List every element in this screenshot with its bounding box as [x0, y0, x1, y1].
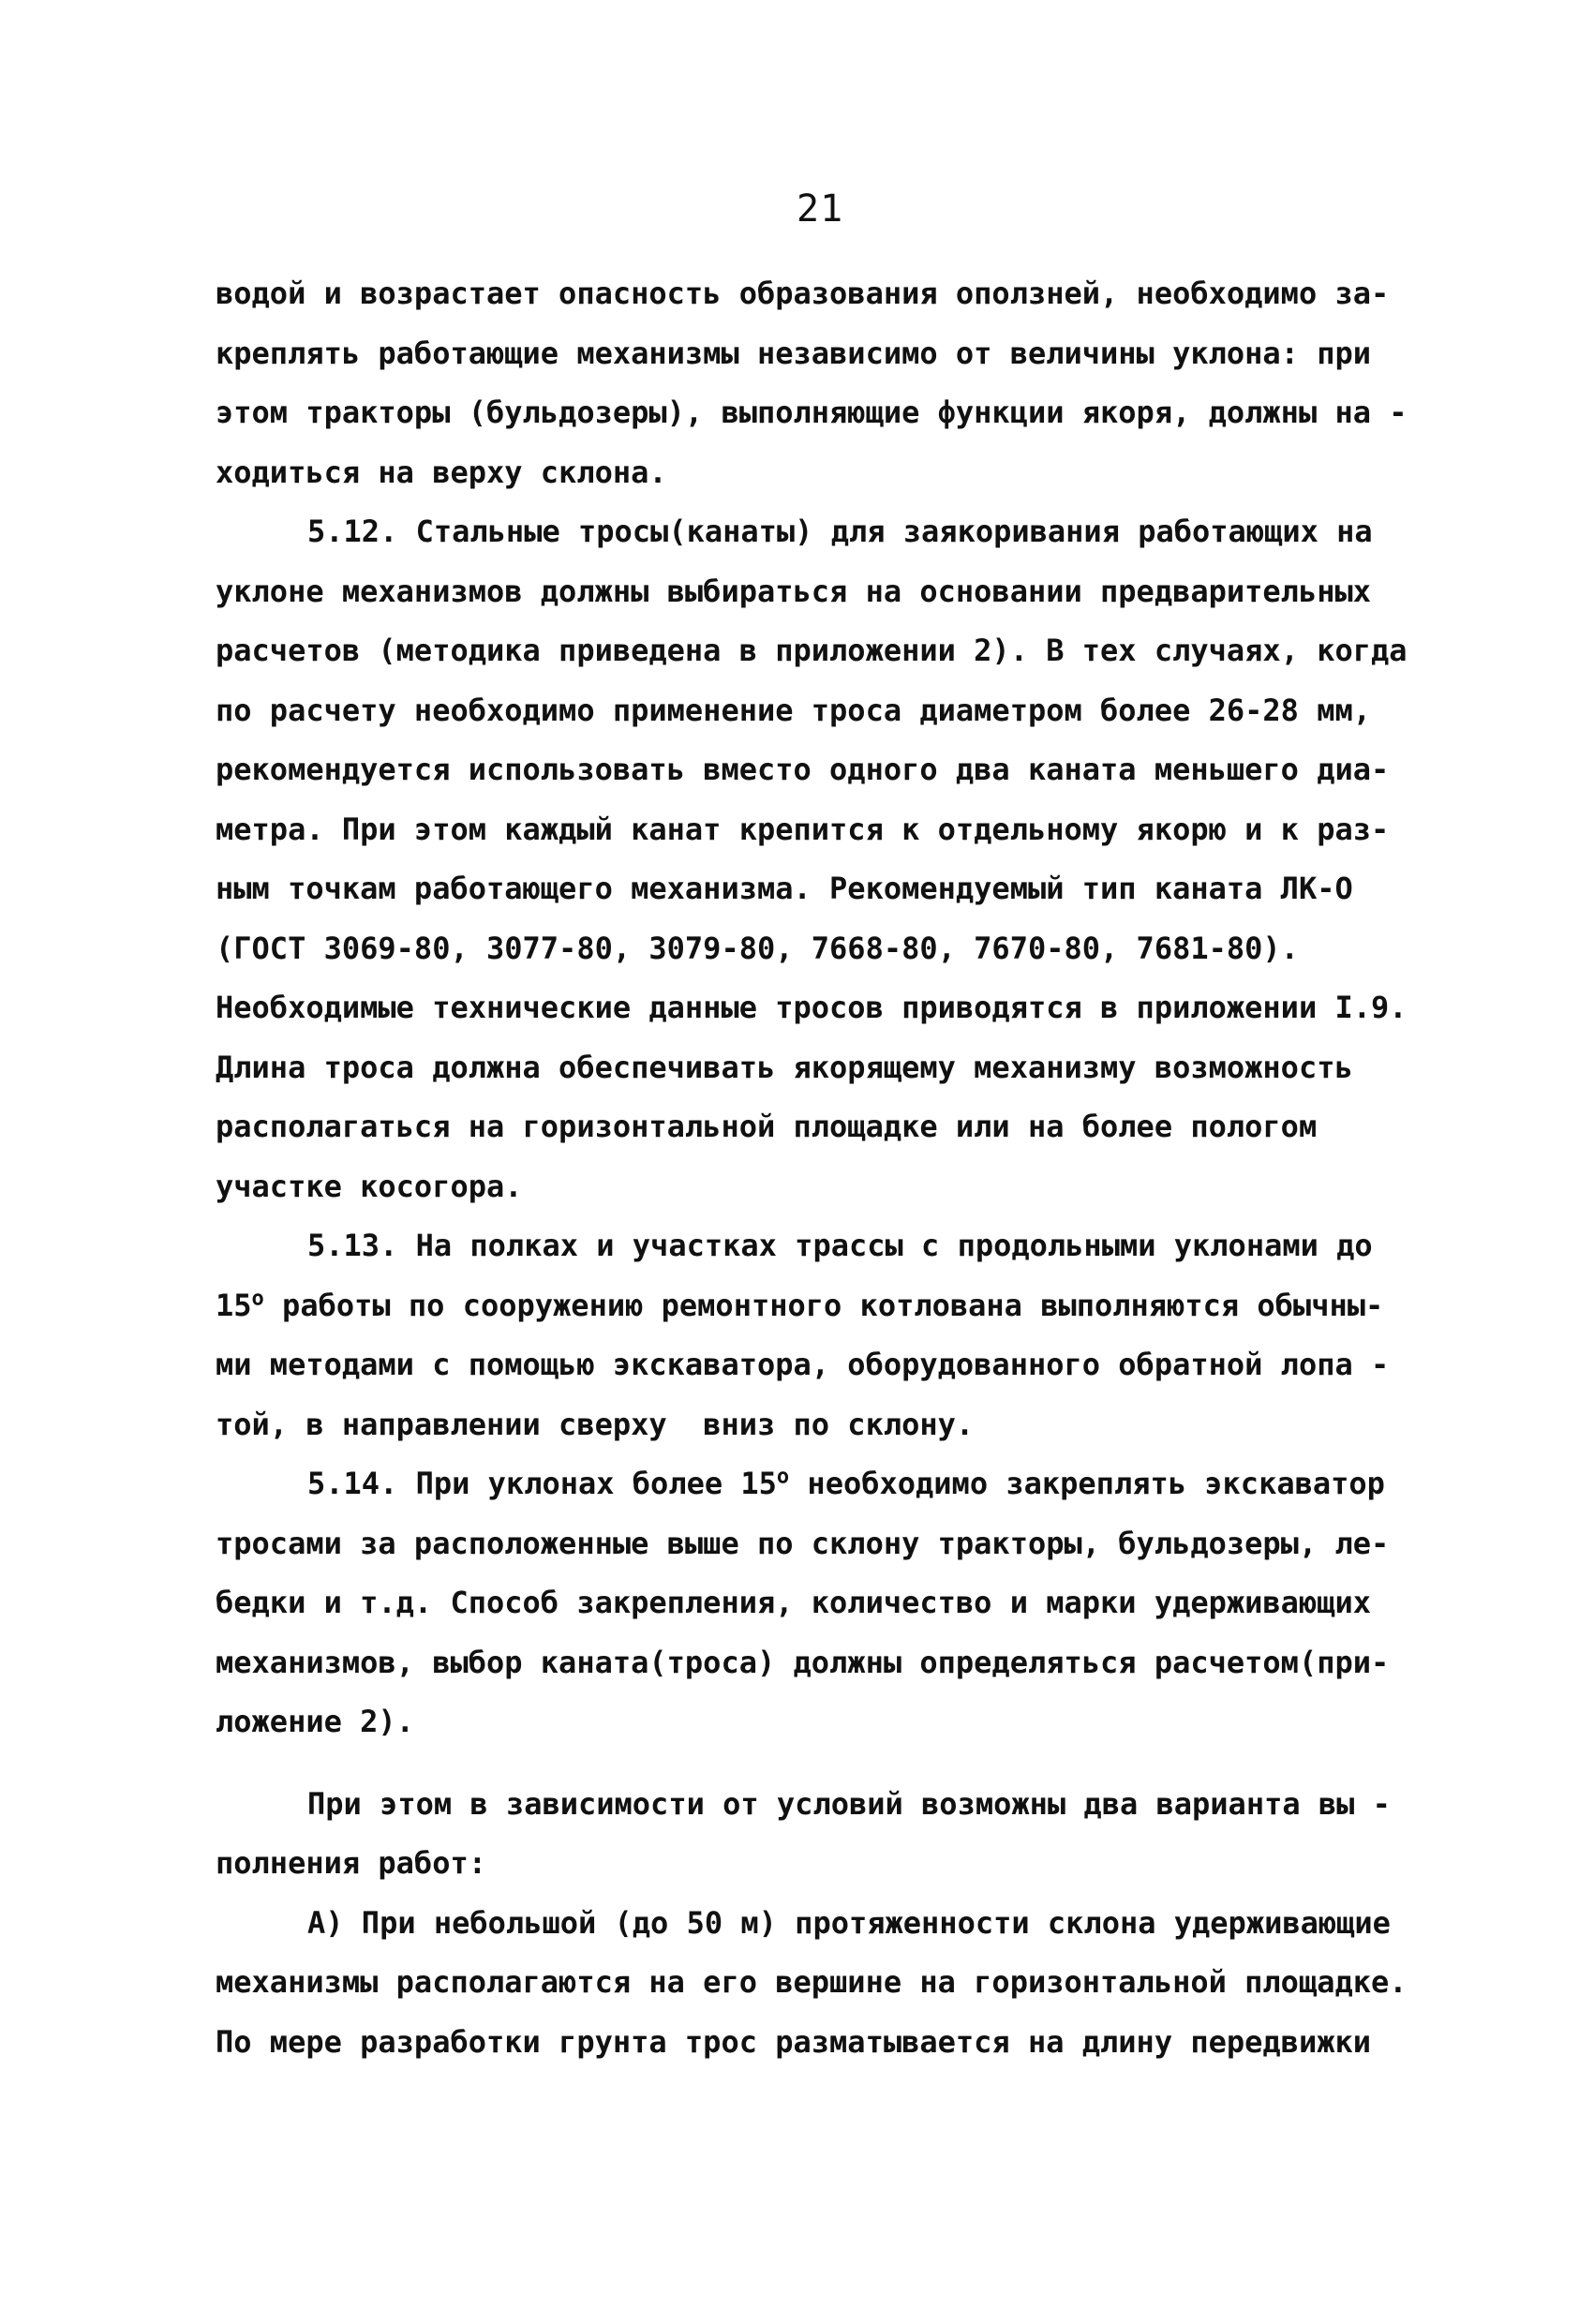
text-line: ложение 2).	[216, 1704, 414, 1739]
text-line: по расчету необходимо применение троса диаметром более 26-28 мм,	[216, 692, 1371, 728]
text-line-rest: работы по сооружению ремонтного котлована выполняются обычны-	[263, 1287, 1384, 1323]
text-line: механизмов, выбор каната(троса) должны определяться расчетом(при-	[216, 1644, 1390, 1680]
text-line: бедки и т.д. Способ закрепления, количество и марки удерживающих	[216, 1585, 1371, 1620]
text-line: 5.13. На полках и участках трассы с продольными уклонами до	[307, 1228, 1373, 1263]
page-number: 21	[797, 187, 844, 231]
text-line: этом тракторы (бульдозеры), выполняющие функции якоря, должны на -	[216, 395, 1408, 430]
text-line: При этом в зависимости от условий возможны два варианта вы -	[307, 1785, 1391, 1822]
text-line: рекомендуется использовать вместо одного два каната меньшего диа-	[216, 752, 1390, 787]
text-line: (ГОСТ 3069-80, 3077-80, 3079-80, 7668-80, 7670-80, 7681-80).	[216, 930, 1299, 966]
text-line: Длина троса должна обеспечивать якорящему механизму возможность	[216, 1049, 1353, 1085]
paragraph-gap	[216, 1752, 1424, 1775]
text-line-start: 5.14. При уклонах более 15	[307, 1466, 777, 1501]
text-line: 5.12. Стальные тросы(канаты) для заякоривания работающих на	[307, 514, 1373, 549]
text-line: механизмы располагаются на его вершине на горизонтальной площадке.	[216, 1964, 1408, 2000]
text-line: ми методами с помощью экскаватора, оборудованного обратной лопа -	[216, 1347, 1390, 1382]
text-line: креплять работающие механизмы независимо от величины уклона: при	[216, 335, 1371, 371]
text-line: той, в направлении сверху вниз по склону.	[216, 1406, 975, 1442]
text-line: участке косогора.	[216, 1168, 523, 1204]
text-line: располагаться на горизонтальной площадке или на более пологом	[216, 1109, 1318, 1144]
text-line: уклоне механизмов должны выбираться на основании предварительных	[216, 573, 1371, 609]
degree-mark: о	[776, 1465, 790, 1489]
text-line: расчетов (методика приведена в приложении 2). В тех случаях, когда	[216, 633, 1408, 668]
text-line: ходиться на верху склона.	[216, 454, 667, 490]
text-line: метра. При этом каждый канат крепится к отдельному якорю и к раз-	[216, 811, 1390, 847]
paragraph-variants	[216, 1775, 1424, 1894]
text-line-rest: необходимо закреплять экскаватор	[789, 1466, 1385, 1501]
text-line: А) При небольшой (до 50 м) протяженности склона удерживающие	[307, 1904, 1391, 1941]
degree-value: 15	[216, 1287, 252, 1323]
paragraph-continuation	[216, 264, 1424, 502]
text-line: ным точкам работающего механизма. Рекомендуемый тип каната ЛК-О	[216, 871, 1353, 906]
text-line: Необходимые технические данные тросов приводятся в приложении I.9.	[216, 990, 1408, 1025]
text-line: тросами за расположенные выше по склону тракторы, бульдозеры, ле-	[216, 1525, 1390, 1561]
paragraph-5-12	[216, 502, 1424, 1216]
paragraph-5-14	[216, 1454, 1424, 1752]
paragraph-5-13	[216, 1216, 1424, 1454]
text-line	[216, 1454, 1424, 1514]
paragraph-variant-a	[216, 1894, 1424, 2073]
degree-mark: о	[251, 1286, 264, 1310]
text-line	[216, 1276, 1424, 1336]
body-text	[216, 264, 1424, 2072]
text-line: водой и возрастает опасность образования оползней, необходимо за-	[216, 276, 1390, 311]
text-line: По мере разработки грунта трос разматывается на длину передвижки	[216, 2023, 1371, 2060]
text-line: полнения работ:	[216, 1845, 486, 1881]
